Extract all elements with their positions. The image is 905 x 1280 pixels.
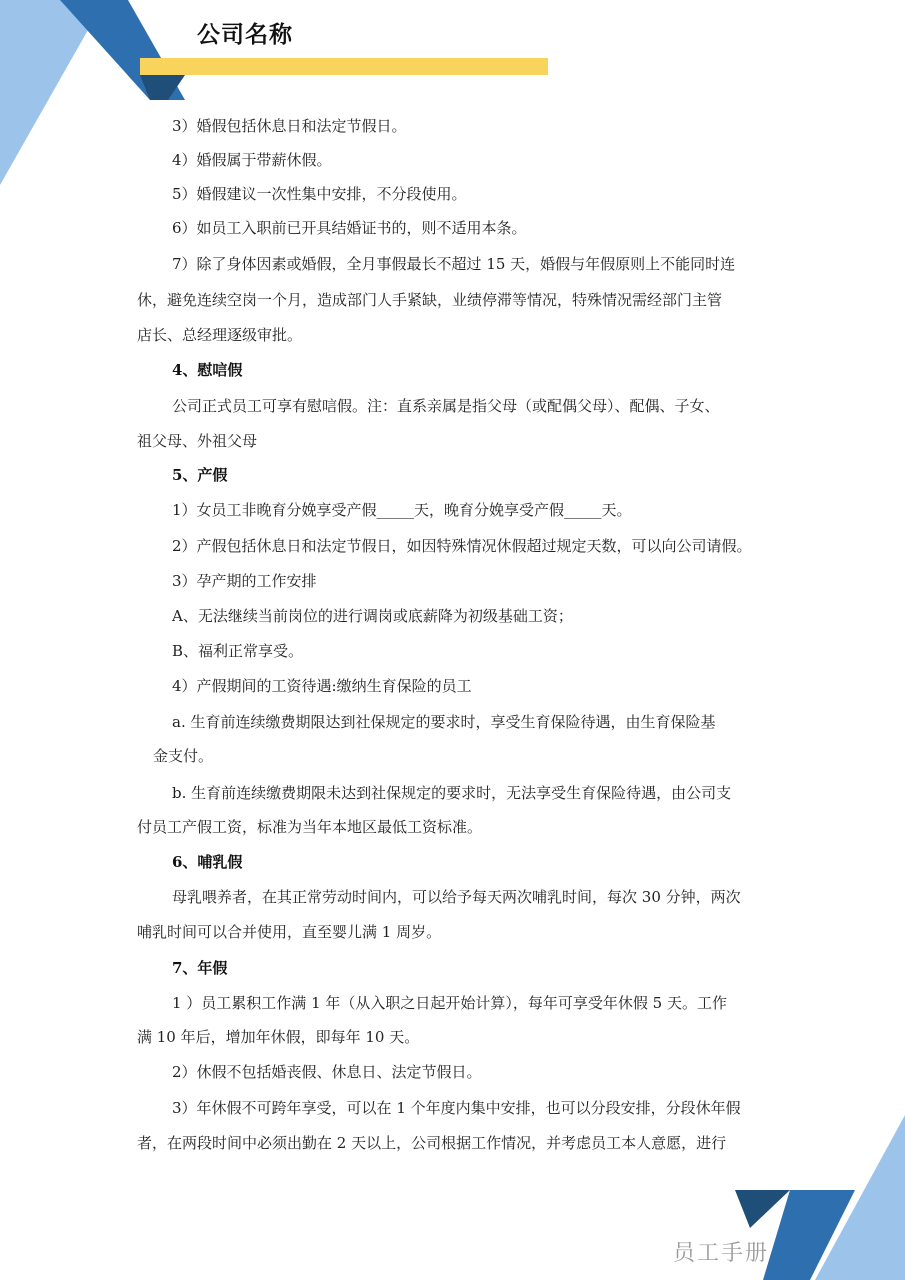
text-line: 休，避免连续空岗一个月，造成部门人手紧缺，业绩停滞等情况，特殊情况需经部门主管 — [137, 291, 723, 309]
section-heading: 7、年假 — [172, 959, 228, 977]
text-line: 1）女员工非晚育分娩享受产假_____天，晚育分娩享受产假_____天。 — [172, 501, 632, 519]
text-line: 3）孕产期的工作安排 — [172, 572, 317, 590]
text-line: 1 ）员工累积工作满 1 年（从入职之日起开始计算），每年可享受年休假 5 天。工作 — [172, 994, 727, 1012]
text-line: 7）除了身体因素或婚假，全月事假最长不超过 15 天，婚假与年假原则上不能同时连 — [172, 255, 736, 273]
text-line: 金支付。 — [153, 747, 214, 765]
text-line: 祖父母、外祖父母 — [137, 432, 258, 450]
text-line: 店长、总经理逐级审批。 — [137, 326, 303, 344]
company-name: 公司名称 — [197, 22, 293, 48]
text-line: a. 生育前连续缴费期限达到社保规定的要求时，享受生育保险待遇，由生育保险基 — [172, 713, 716, 731]
header-decoration — [0, 0, 200, 200]
text-line: 4）产假期间的工资待遇:缴纳生育保险的员工 — [172, 677, 472, 695]
section-heading: 4、慰唁假 — [172, 361, 243, 379]
text-line: 哺乳时间可以合并使用，直至婴儿满 1 周岁。 — [137, 923, 442, 941]
header-accent-bar — [140, 58, 548, 75]
text-line: 2）产假包括休息日和法定节假日，如因特殊情况休假超过规定天数，可以向公司请假。 — [172, 537, 752, 555]
text-line: A、无法继续当前岗位的进行调岗或底薪降为初级基础工资； — [172, 607, 573, 625]
section-heading: 5、产假 — [172, 466, 228, 484]
text-line: 5）婚假建议一次性集中安排，不分段使用。 — [172, 185, 467, 203]
text-line: 6）如员工入职前已开具结婚证书的，则不适用本条。 — [172, 219, 527, 237]
text-line: 3）年休假不可跨年享受，可以在 1 个年度内集中安排，也可以分段安排，分段休年假 — [172, 1099, 741, 1117]
text-line: 付员工产假工资，标准为当年本地区最低工资标准。 — [137, 818, 483, 836]
text-line: 满 10 年后，增加年休假，即每年 10 天。 — [137, 1028, 420, 1046]
text-line: 2）休假不包括婚丧假、休息日、法定节假日。 — [172, 1063, 482, 1081]
text-line: B、福利正常享受。 — [172, 642, 304, 660]
text-line: 母乳喂养者，在其正常劳动时间内，可以给予每天两次哺乳时间，每次 30 分钟，两次 — [172, 888, 741, 906]
footer-label: 员工手册 — [673, 1241, 770, 1266]
section-heading: 6、哺乳假 — [172, 853, 243, 871]
text-line: 公司正式员工可享有慰唁假。注：直系亲属是指父母（或配偶父母）、配偶、子女、 — [172, 397, 720, 415]
text-line: 4）婚假属于带薪休假。 — [172, 151, 332, 169]
text-line: 者，在两段时间中必须出勤在 2 天以上，公司根据工作情况，并考虑员工本人意愿，进行 — [137, 1134, 727, 1152]
text-line: b. 生育前连续缴费期限未达到社保规定的要求时，无法享受生育保险待遇，由公司支 — [172, 784, 732, 802]
text-line: 3）婚假包括休息日和法定节假日。 — [172, 117, 407, 135]
